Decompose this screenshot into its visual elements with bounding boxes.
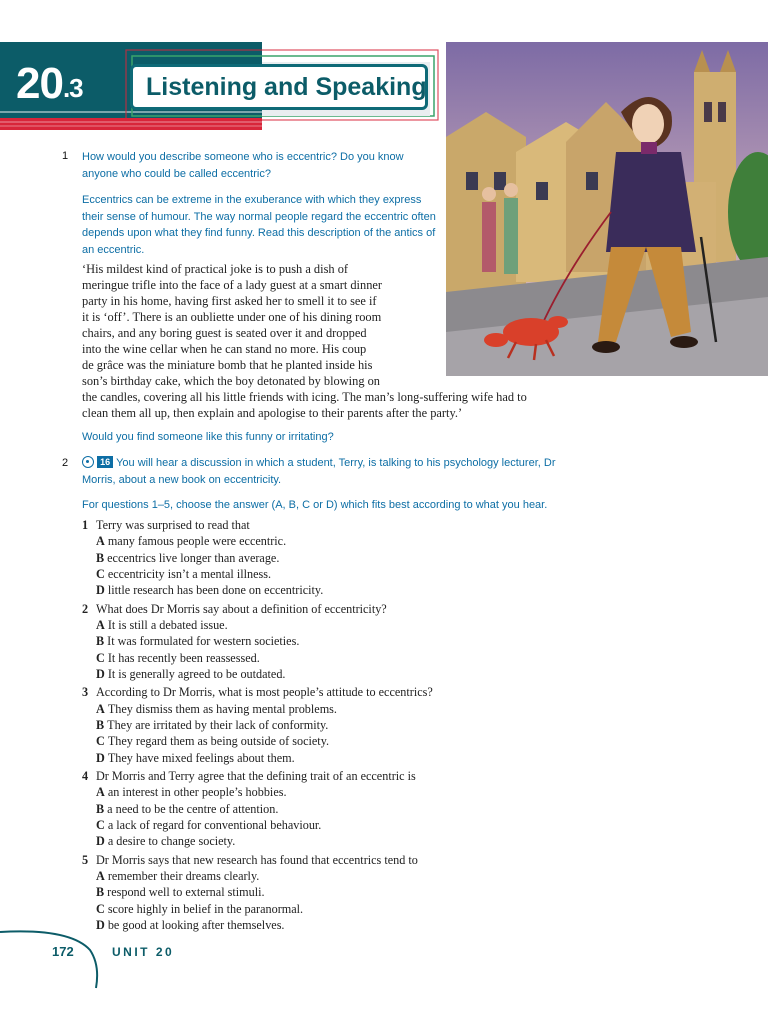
question-number: 1 — [82, 518, 89, 532]
answer-option — [82, 901, 562, 917]
answer-option — [82, 817, 562, 833]
answer-option — [82, 650, 562, 666]
answer-option — [82, 917, 562, 933]
eccentric-illustration — [446, 42, 768, 376]
exercise-1-follow-up: Would you find someone like this funny or irritating? — [82, 431, 334, 443]
option-letter: C — [96, 566, 105, 581]
question-3 — [82, 684, 562, 765]
option-text: They have mixed feelings about them. — [107, 750, 295, 765]
option-letter: C — [96, 734, 105, 749]
passage-line: the candles, covering all his little friends with icing. The man’s long-suffering wife had to — [82, 390, 527, 404]
option-text: They dismiss them as having mental problems. — [107, 701, 337, 716]
answer-option — [82, 784, 562, 800]
option-text: be good at looking after themselves. — [107, 917, 285, 932]
option-letter: B — [96, 550, 105, 565]
question-4 — [82, 768, 562, 849]
exercise-2-intro-text: You will hear a discussion in which a student, Terry, is talking to his psychology lecturer, Dr Morris, about a new book on eccentricity. — [82, 457, 556, 486]
option-text: They are irritated by their lack of conformity. — [107, 717, 329, 732]
answer-option — [82, 566, 562, 582]
answer-option — [82, 868, 562, 884]
option-letter: D — [96, 917, 105, 932]
exercise-1-instruction: Eccentrics can be extreme in the exuberance with which they express their sense of humour. The way normal people regard the eccentric often depends upon what they find funny. Read this description of the antics of an eccentric. — [82, 194, 436, 256]
question-stem — [82, 517, 562, 533]
passage-line: de grâce was the miniature bomb that he planted inside his — [82, 358, 373, 372]
question-text: Terry was surprised to read that — [96, 518, 250, 532]
cd-audio-icon — [82, 456, 94, 468]
answer-option — [82, 582, 562, 598]
passage-line: clean them all up, then explain and apologise to their parents after the party.’ — [82, 406, 463, 420]
passage-line: meringue trifle into the face of a lady guest at a smart dinner — [82, 278, 383, 292]
passage-line: son’s birthday cake, which the boy detonated by blowing on — [82, 374, 381, 388]
option-text: It is still a debated issue. — [107, 617, 228, 632]
option-letter: A — [96, 869, 105, 884]
option-text: eccentricity isn’t a mental illness. — [107, 566, 272, 581]
option-text: They regard them as being outside of society. — [107, 734, 330, 749]
option-letter: D — [96, 750, 105, 765]
question-text: Dr Morris and Terry agree that the defining trait of an eccentric is — [96, 769, 416, 784]
option-letter: B — [96, 634, 105, 649]
option-text: score highly in belief in the paranormal. — [107, 901, 304, 916]
answer-option — [82, 884, 562, 900]
answer-option — [82, 801, 562, 817]
passage-line: into the wine cellar when he can stand no more. His coup — [82, 342, 367, 356]
passage-line: party in his home, having first asked her to smell it to see if — [82, 294, 377, 308]
option-letter: C — [96, 901, 105, 916]
answer-option — [82, 633, 562, 649]
option-letter: D — [96, 666, 105, 681]
question-number: 4 — [82, 769, 89, 784]
answer-option — [82, 666, 562, 682]
option-letter: A — [96, 785, 105, 800]
question-text: According to Dr Morris, what is most people’s attitude to eccentrics? — [96, 685, 433, 700]
option-letter: A — [96, 534, 105, 549]
option-text: It has recently been reassessed. — [107, 650, 260, 665]
answer-option — [82, 701, 562, 717]
answer-option — [82, 533, 562, 549]
option-text: a need to be the centre of attention. — [107, 801, 279, 816]
page-title: Listening and Speaking — [146, 73, 427, 101]
option-text: little research has been done on eccentricity. — [107, 583, 324, 598]
option-letter: A — [96, 617, 105, 632]
option-letter: C — [96, 650, 105, 665]
option-text: many famous people were eccentric. — [107, 534, 287, 549]
question-number: 2 — [82, 601, 89, 616]
exercise-2-instruction: For questions 1–5, choose the answer (A, B, C or D) which fits best according to what you hear. — [82, 499, 548, 511]
option-text: eccentrics live longer than average. — [107, 550, 280, 565]
passage-line: ‘His mildest kind of practical joke is to push a dish of — [82, 262, 349, 276]
option-text: a desire to change society. — [107, 834, 236, 849]
option-text: remember their dreams clearly. — [107, 869, 260, 884]
question-5 — [82, 852, 562, 933]
option-letter: B — [96, 885, 105, 900]
option-text: respond well to external stimuli. — [107, 885, 265, 900]
question-text: Dr Morris says that new research has found that eccentrics tend to — [96, 852, 418, 867]
question-1 — [82, 517, 562, 598]
option-text: a lack of regard for conventional behaviour. — [107, 817, 322, 832]
exercise-1-number: 1 — [62, 150, 69, 162]
question-number: 5 — [82, 852, 89, 867]
answer-option — [82, 717, 562, 733]
question-number: 3 — [82, 685, 89, 700]
page-number: 172 — [52, 944, 74, 959]
option-letter: A — [96, 701, 105, 716]
question-2 — [82, 601, 562, 682]
exercise-2-intro — [82, 455, 592, 488]
option-text: It was formulated for western societies. — [107, 634, 300, 649]
passage-line: chairs, and any boring guest is seated over it and dropped — [82, 326, 367, 340]
question-stem — [82, 852, 562, 868]
exercise-2-number: 2 — [62, 457, 69, 469]
unit-number: $20^{.3}$ — [16, 59, 83, 108]
passage-line: it is ‘off’. There is an oubliette under one of his dining room — [82, 310, 382, 324]
option-letter: B — [96, 801, 105, 816]
question-text: What does Dr Morris say about a definition of eccentricity? — [96, 601, 387, 616]
track-number-badge: 16 — [97, 456, 113, 468]
footer-unit-label: UNIT 20 — [112, 945, 175, 959]
option-text: an interest in other people’s hobbies. — [107, 785, 287, 800]
answer-option — [82, 833, 562, 849]
answer-option — [82, 617, 562, 633]
option-letter: C — [96, 817, 105, 832]
answer-option — [82, 550, 562, 566]
answer-option — [82, 733, 562, 749]
option-letter: B — [96, 717, 105, 732]
question-stem — [82, 684, 562, 700]
option-text: It is generally agreed to be outdated. — [107, 666, 286, 681]
exercise-1-question: How would you describe someone who is eccentric? Do you know anyone who could be called eccentric? — [82, 151, 404, 180]
option-letter: D — [96, 583, 105, 598]
question-stem — [82, 768, 562, 784]
unit-section-number: .3 — [62, 73, 83, 103]
question-stem — [82, 601, 562, 617]
answer-option — [82, 750, 562, 766]
option-letter: D — [96, 834, 105, 849]
